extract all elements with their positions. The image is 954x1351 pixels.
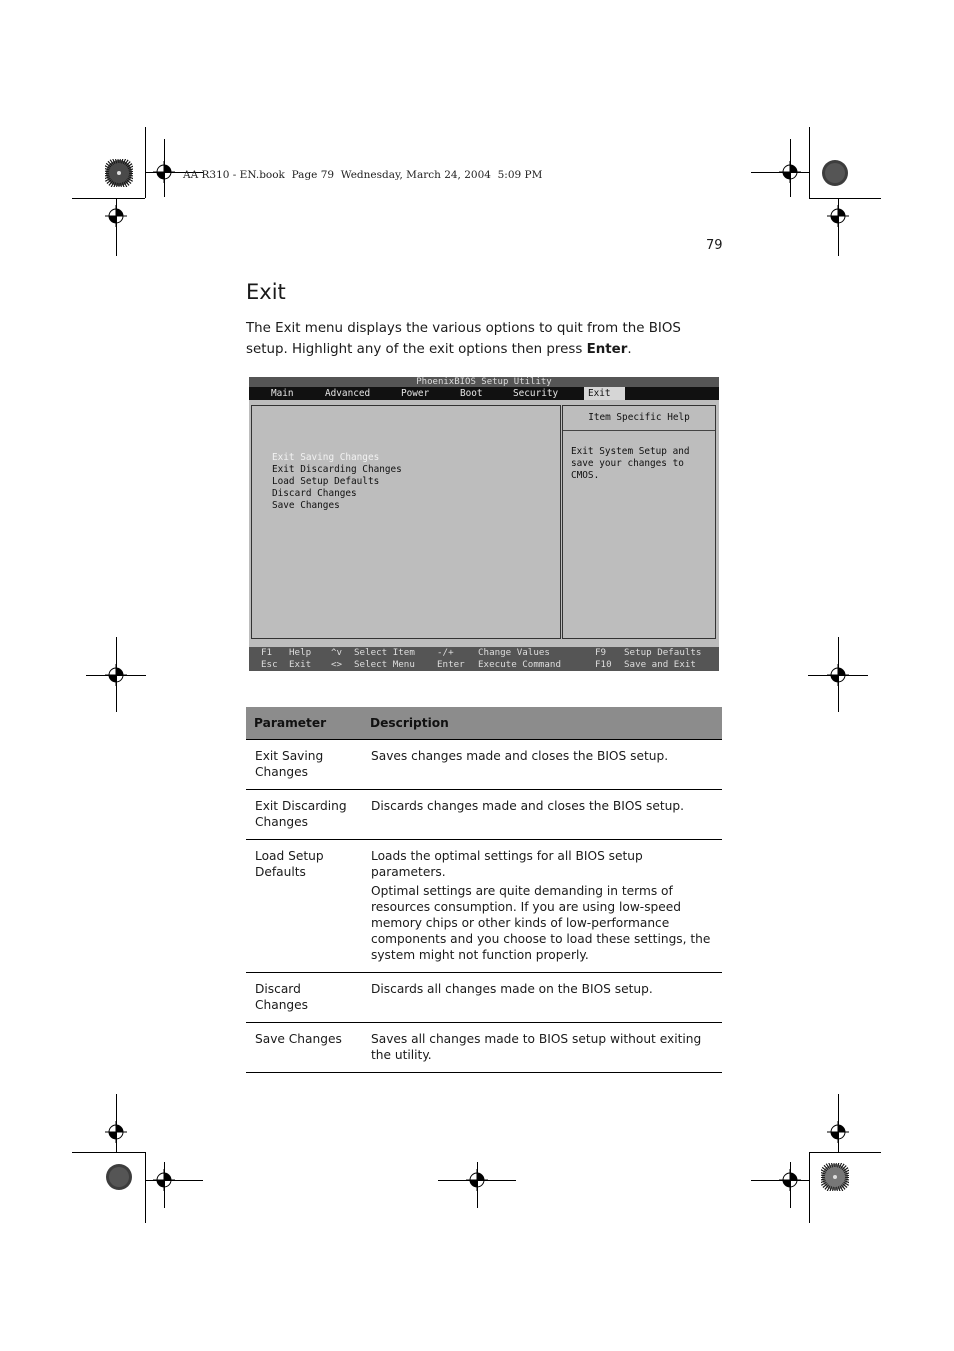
bios-option-exit-saving[interactable]: Exit Saving Changes: [272, 452, 380, 463]
key-minusplus-label: Change Values: [478, 647, 550, 658]
table-row: [246, 1023, 722, 1073]
bios-option-save-changes[interactable]: Save Changes: [272, 500, 340, 511]
bios-help-panel: [562, 405, 716, 639]
cell-description: [362, 1023, 722, 1073]
header-parameter: Parameter: [246, 707, 362, 740]
key-esc-label: Exit: [289, 659, 312, 670]
bios-help-text: Exit System Setup and save your changes to CMOS.: [571, 446, 690, 481]
table-row: [246, 840, 722, 973]
bios-menu-boot[interactable]: Boot: [460, 388, 483, 399]
registration-target-icon: [153, 161, 175, 183]
table-row: [246, 790, 722, 840]
bios-menubar: [249, 387, 719, 400]
key-f10: F10: [595, 659, 612, 670]
table-header-row: [246, 707, 722, 740]
registration-target-icon: [779, 161, 801, 183]
description-text: Loads the optimal settings for all BIOS setup parameters.: [371, 849, 643, 879]
intro-paragraph: [246, 318, 726, 360]
cell-parameter: Save Changes: [246, 1023, 362, 1073]
cell-parameter: Exit Saving Changes: [246, 740, 362, 790]
bios-menu-power[interactable]: Power: [401, 388, 430, 399]
key-f9: F9: [595, 647, 607, 658]
intro-key: Enter: [586, 342, 628, 357]
starburst-rosette-icon: [105, 159, 133, 187]
key-leftright: <>: [331, 659, 343, 670]
cell-description: [362, 740, 722, 790]
table-row: [246, 973, 722, 1023]
intro-end: .: [627, 342, 632, 357]
description-text: Saves all changes made to BIOS setup without exiting the utility.: [371, 1032, 702, 1062]
header-description: Description: [362, 707, 722, 740]
key-esc: Esc: [261, 659, 278, 670]
bios-menu-exit[interactable]: Exit: [584, 387, 625, 400]
description-text: Optimal settings are quite demanding in terms of resources consumption. If you are using low-speed memory chips or other kinds of low-performance components and you choose to load these settings, the system might not function properly.: [371, 884, 711, 962]
registration-target-icon: [827, 1121, 849, 1143]
key-updown: ^v: [331, 647, 343, 658]
registration-target-icon: [827, 205, 849, 227]
cell-parameter: Discard Changes: [246, 973, 362, 1023]
cell-description: [362, 840, 722, 973]
starburst-rosette-icon: [821, 1163, 849, 1191]
bios-menu-advanced[interactable]: Advanced: [325, 388, 371, 399]
registration-target-icon: [105, 664, 127, 686]
bios-title: PhoenixBIOS Setup Utility: [249, 377, 719, 387]
registration-target-icon: [779, 1169, 801, 1191]
dark-rosette-icon: [105, 1163, 133, 1191]
bios-option-load-defaults[interactable]: Load Setup Defaults: [272, 476, 380, 487]
bios-menu-security[interactable]: Security: [513, 388, 559, 399]
dark-rosette-icon: [821, 159, 849, 187]
bios-option-exit-discarding[interactable]: Exit Discarding Changes: [272, 464, 402, 475]
cell-description: [362, 790, 722, 840]
bios-key-legend: [249, 647, 719, 671]
bios-menu-main[interactable]: Main: [271, 388, 294, 399]
bios-options-panel: [251, 405, 561, 639]
intro-text: The Exit menu displays the various options to quit from the BIOS setup. Highlight any of the exit options then press: [246, 321, 681, 357]
page-number: 79: [706, 238, 723, 253]
registration-target-icon: [827, 664, 849, 686]
running-header: AA R310 - EN.book Page 79 Wednesday, March 24, 2004 5:09 PM: [183, 169, 543, 181]
registration-target-icon: [105, 205, 127, 227]
bios-option-discard-changes[interactable]: Discard Changes: [272, 488, 357, 499]
registration-target-icon: [105, 1121, 127, 1143]
key-f10-label: Save and Exit: [624, 659, 696, 670]
description-text: Saves changes made and closes the BIOS setup.: [371, 749, 669, 763]
registration-target-icon: [153, 1169, 175, 1191]
description-text: Discards changes made and closes the BIOS setup.: [371, 799, 684, 813]
key-updown-label: Select Item: [354, 647, 415, 658]
cell-description: [362, 973, 722, 1023]
bios-help-title: Item Specific Help: [563, 406, 715, 431]
key-f1: F1: [261, 647, 273, 658]
key-leftright-label: Select Menu: [354, 659, 415, 670]
cell-parameter: Exit Discarding Changes: [246, 790, 362, 840]
key-f1-label: Help: [289, 647, 312, 658]
key-minusplus: -/+: [437, 647, 454, 658]
page-title: Exit: [246, 280, 286, 304]
key-f9-label: Setup Defaults: [624, 647, 702, 658]
registration-target-icon: [466, 1169, 488, 1191]
parameter-table: [246, 707, 722, 1073]
cell-parameter: Load Setup Defaults: [246, 840, 362, 973]
key-enter-label: Execute Command: [478, 659, 561, 670]
description-text: Discards all changes made on the BIOS setup.: [371, 982, 653, 996]
table-row: [246, 740, 722, 790]
bios-screenshot: [249, 377, 719, 671]
key-enter: Enter: [437, 659, 465, 670]
